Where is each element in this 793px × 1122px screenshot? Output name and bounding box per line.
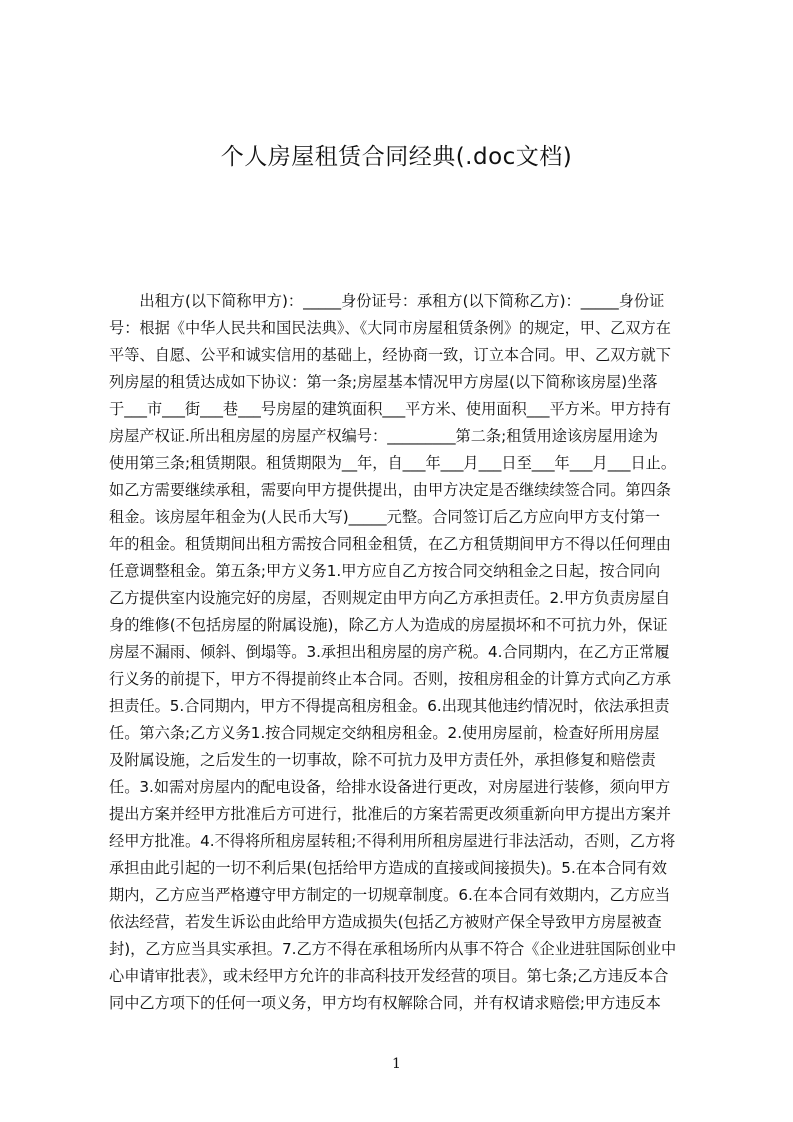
document-title: 个人房屋租赁合同经典(.doc文档) [220, 144, 573, 170]
body-line: 身的维修(不包括房屋的附属设施)，除乙方人为造成的房屋损坏和不可抗力外，保证 [109, 616, 668, 634]
body-line: 经甲方批准。4.不得将所租房屋转租;不得利用所租房屋进行非法活动，否则，乙方将 [109, 832, 676, 850]
body-line: 使用第三条;租赁期限。租赁期限为__年，自___年___月___日至___年___月___日止。 [109, 454, 677, 472]
body-line: 依法经营，若发生诉讼由此给甲方造成损失(包括乙方被财产保全导致甲方房屋被查 [109, 913, 662, 931]
body-line: 号：根据《中华人民共和国民法典》、《大同市房屋租赁条例》的规定，甲、乙双方在 [109, 319, 671, 337]
body-line: 房屋不漏雨、倾斜、倒塌等。3.承担出租房屋的房产税。4.合同期内，在乙方正常履 [109, 643, 670, 661]
body-line: 任意调整租金。第五条;甲方义务1.甲方应自乙方按合同交纳租金之日起，按合同向 [109, 562, 661, 580]
body-line: 出租方(以下简称甲方)：_____身份证号：承租方(以下简称乙方)：_____身份证 [109, 292, 665, 310]
body-line: 任。3.如需对房屋内的配电设备，给排水设备进行更改，对房屋进行装修，须向甲方 [109, 778, 671, 796]
body-line: 心申请审批表》，或未经甲方允许的非高科技开发经营的项目。第七条;乙方违反本合 [109, 967, 669, 985]
body-line: 同中乙方项下的任何一项义务，甲方均有权解除合同，并有权请求赔偿;甲方违反本 [109, 994, 661, 1012]
body-line: 担责任。5.合同期内，甲方不得提高租房租金。6.出现其他违约情况时，依法承担责 [109, 697, 670, 715]
page-number: 1 [392, 1056, 401, 1072]
body-line: 年的租金。租赁期间出租方需按合同租金租赁，在乙方租赁期间甲方不得以任何理由 [109, 535, 671, 553]
body-line: 及附属设施，之后发生的一切事故，除不可抗力及甲方责任外，承担修复和赔偿责 [109, 751, 656, 769]
body-line: 于___市___街___巷___号房屋的建筑面积___平方米、使用面积___平方米。甲方持有 [109, 400, 671, 418]
body-line: 任。第六条;乙方义务1.按合同规定交纳租房租金。2.使用房屋前，检查好所用房屋 [109, 724, 660, 742]
body-line: 列房屋的租赁达成如下协议：第一条;房屋基本情况甲方房屋(以下简称该房屋)坐落 [109, 373, 658, 391]
body-line: 期内，乙方应当严格遵守甲方制定的一切规章制度。6.在本合同有效期内，乙方应当 [109, 886, 671, 904]
body-line: 行义务的前提下，甲方不得提前终止本合同。否则，按租房租金的计算方式向乙方承 [109, 670, 671, 688]
body-line: 平等、自愿、公平和诚实信用的基础上，经协商一致，订立本合同。甲、乙双方就下 [109, 346, 671, 364]
body-line: 如乙方需要继续承租，需要向甲方提供提出，由甲方决定是否继续续签合同。第四条 [109, 481, 671, 499]
document-body [109, 288, 699, 1017]
body-line: 房屋产权证.所出租房屋的房屋产权编号：_________第二条;租赁用途该房屋用途为 [109, 427, 659, 445]
body-line: 承担由此引起的一切不利后果(包括给甲方造成的直接或间接损失)。5.在本合同有效 [109, 859, 667, 877]
body-line: 提出方案并经甲方批准后方可进行，批准后的方案若需更改须重新向甲方提出方案并 [109, 805, 671, 823]
body-line: 租金。该房屋年租金为(人民币大写)_____元整。合同签订后乙方应向甲方支付第一 [109, 508, 661, 526]
body-line: 乙方提供室内设施完好的房屋，否则规定由甲方向乙方承担责任。2.甲方负责房屋自 [109, 589, 671, 607]
body-line: 封)，乙方应当具实承担。7.乙方不得在承租场所内从事不符合《企业进驻国际创业中 [109, 940, 677, 958]
